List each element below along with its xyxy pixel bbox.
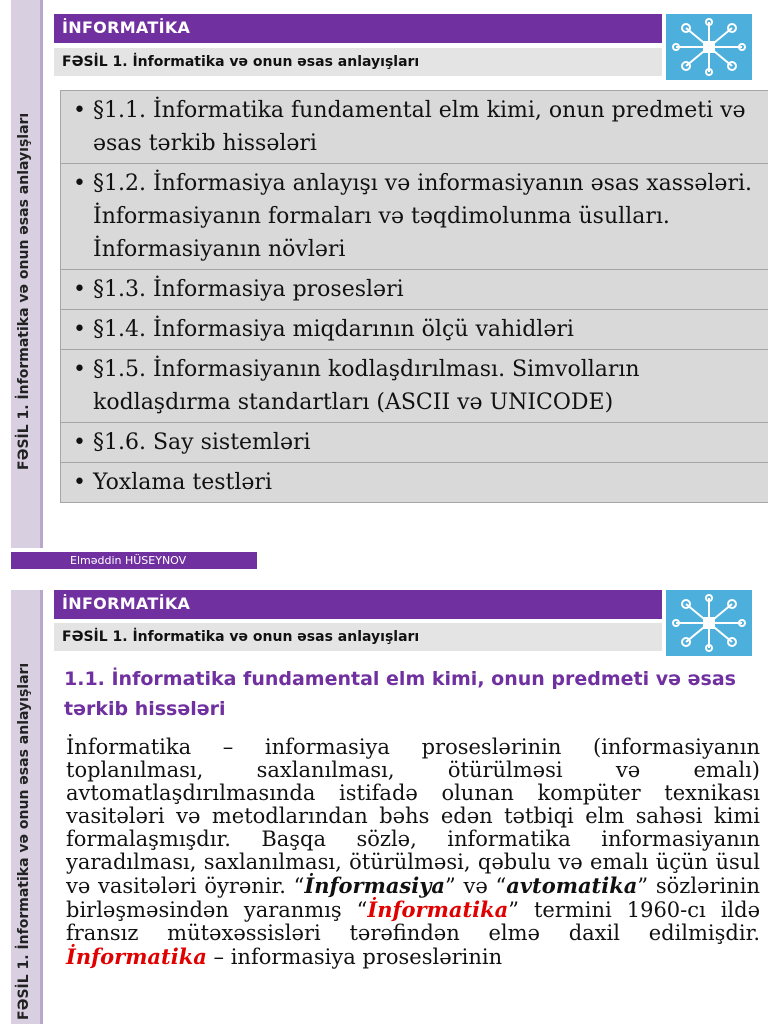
toc-item[interactable]: • §1.2. İnformasiya anlayışı və informasiyanın əsas xassələri. İnformasiyanın formaları və təqdimolunma üsulları. İnformasiyanın növləri	[60, 164, 768, 270]
page-title: İNFORMATİKA	[62, 18, 191, 37]
toc-item[interactable]: • §1.3. İnformasiya prosesləri	[60, 270, 768, 310]
toc-item[interactable]: • §1.4. İnformasiya miqdarının ölçü vahidləri	[60, 310, 768, 350]
section-heading: 1.1. İnformatika fundamental elm kimi, onun predmeti və əsas tərkib hissələri	[64, 668, 736, 720]
title-bar	[54, 14, 662, 43]
slide-content	[0, 590, 768, 1024]
author-name: Elməddin HÜSEYNOV	[70, 554, 187, 567]
term-informasiya: İnformasiya	[304, 873, 446, 898]
title-bar	[54, 590, 662, 619]
side-label: FƏSİL 1. İnformatika və onun əsas anlayışları	[16, 662, 32, 1020]
term-informatika: İnformatika	[367, 897, 509, 922]
toc-item[interactable]: • §1.6. Say sistemləri	[60, 423, 768, 463]
subtitle-bar	[54, 48, 662, 76]
network-logo-icon	[666, 590, 752, 656]
side-label: FƏSİL 1. İnformatika və onun əsas anlayışları	[16, 112, 32, 470]
chapter-subtitle: FƏSİL 1. İnformatika və onun əsas anlayışları	[62, 629, 420, 645]
side-panel	[11, 590, 43, 1024]
toc-item[interactable]: • §1.5. İnformasiyanın kodlaşdırılması. Simvolların kodlaşdırma standartları (ASCII və UNICODE)	[60, 350, 768, 423]
subtitle-bar	[54, 623, 662, 651]
author-footer	[11, 552, 257, 569]
term-informatika: İnformatika	[66, 944, 207, 969]
toc-list	[60, 90, 768, 503]
chapter-subtitle: FƏSİL 1. İnformatika və onun əsas anlayışları	[62, 54, 420, 70]
page-title: İNFORMATİKA	[62, 594, 191, 613]
side-panel	[11, 0, 43, 548]
toc-item[interactable]: • §1.1. İnformatika fundamental elm kimi, onun predmeti və əsas tərkib hissələri	[60, 90, 768, 164]
body-paragraph: İnformatika – informasiya proseslərinin (informasiyanın toplanılması, saxlanılması, ötürülməsi və emalı) avtomatlaşdırılmasında istifadə olunan kompüter texnikası vasitələri və metodlarından bəhs edən tətbiqi elm sahəsi kimi formalaşmışdır. Başqa sözlə, informatika informasiyanın yaradılması, saxlanılması, ötürülməsi, qəbulu və emalı üçün üsul və vasitələri öyrənir. “İnformasiya” və “avtomatika” sözlərinin birləşməsindən yaranmış “İnformatika” termini 1960-cı ildə fransız mütəxəssisləri tərəfindən elmə daxil edilmişdir. İnformatika – informasiya proseslərinin	[66, 735, 761, 969]
toc-item[interactable]: • Yoxlama testləri	[60, 463, 768, 503]
network-logo-icon	[666, 14, 752, 80]
term-avtomatika: avtomatika	[506, 873, 638, 898]
